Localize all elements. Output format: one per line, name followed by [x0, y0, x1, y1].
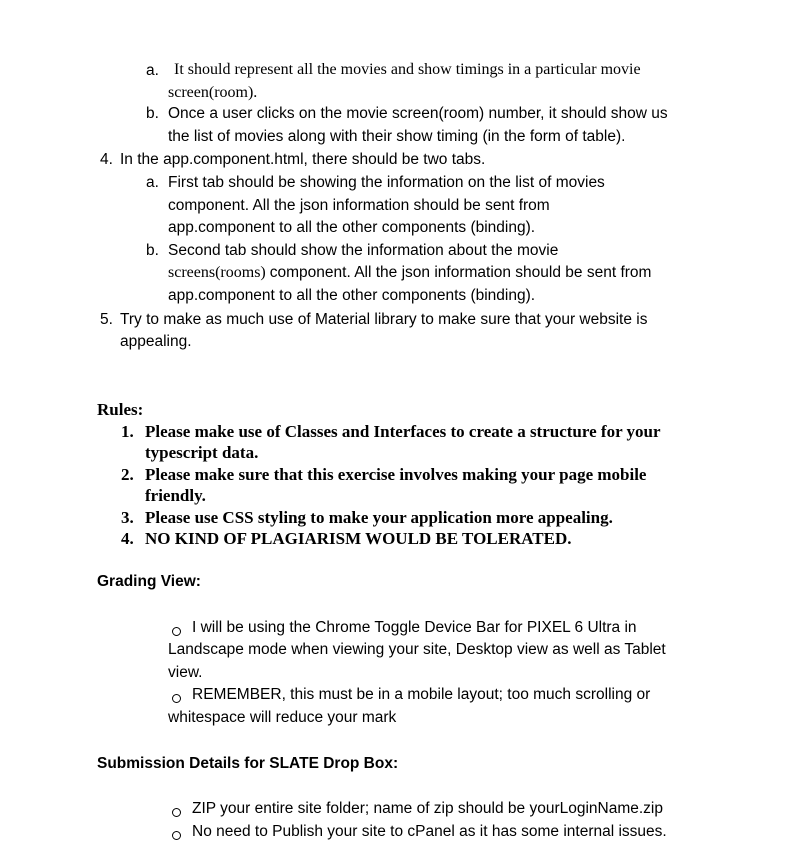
- submission-heading: Submission Details for SLATE Drop Box:: [97, 755, 399, 772]
- item4-b-line2: [168, 264, 651, 282]
- item4-b-line2-part1: screens(rooms): [168, 264, 266, 281]
- item4-a-line2: component. All the json information should be sent from: [168, 197, 550, 214]
- item4-b-line3: app.component to all the other components (binding).: [168, 287, 536, 304]
- item3-a-line1: It should represent all the movies and show timings in a particular movie: [174, 61, 641, 78]
- bullet-icon: [172, 627, 181, 636]
- item4-b-label: b.: [146, 242, 159, 259]
- item4-label: 4.: [100, 151, 113, 168]
- rules-heading: Rules:: [97, 400, 144, 419]
- rule4-label: 4.: [121, 529, 134, 548]
- bullet-icon: [172, 694, 181, 703]
- submission-item-2: No need to Publish your site to cPanel as it has some internal issues.: [192, 823, 667, 840]
- item4-b-line1: Second tab should show the information about the movie: [168, 242, 559, 259]
- item3-a-line2: screen(room).: [168, 84, 258, 101]
- rule3-line1: Please use CSS styling to make your application more appealing.: [145, 508, 613, 527]
- grading1-line3: view.: [168, 664, 203, 681]
- rule1-label: 1.: [121, 422, 134, 441]
- item5-line1: Try to make as much use of Material library to make sure that your website is: [120, 311, 648, 328]
- item4-a-label: a.: [146, 174, 159, 191]
- rule2-label: 2.: [121, 465, 134, 484]
- bullet-icon: [172, 808, 181, 817]
- grading-heading: Grading View:: [97, 573, 201, 590]
- submission-item-1: ZIP your entire site folder; name of zip should be yourLoginName.zip: [192, 800, 663, 817]
- item5-label: 5.: [100, 311, 113, 328]
- rule1-line2: typescript data.: [145, 443, 259, 462]
- rule3-label: 3.: [121, 508, 134, 527]
- rule2-line2: friendly.: [145, 486, 206, 505]
- item3-b-line2: the list of movies along with their show timing (in the form of table).: [168, 128, 626, 145]
- grading1-line1: I will be using the Chrome Toggle Device Bar for PIXEL 6 Ultra in: [192, 619, 637, 636]
- item3-b-label: b.: [146, 105, 159, 122]
- item3-b-line1: Once a user clicks on the movie screen(room) number, it should show us: [168, 105, 668, 122]
- item4-a-line1: First tab should be showing the information on the list of movies: [168, 174, 605, 191]
- item4-b-line2-part2: component. All the json information should be sent from: [269, 264, 652, 281]
- item4-a-line3: app.component to all the other components (binding).: [168, 219, 536, 236]
- item5-line2: appealing.: [120, 333, 192, 350]
- grading2-line1: REMEMBER, this must be in a mobile layout; too much scrolling or: [192, 686, 651, 703]
- rule2-line1: Please make sure that this exercise involves making your page mobile: [145, 465, 647, 484]
- item3-a-label: a.: [146, 62, 159, 79]
- item4-text: In the app.component.html, there should be two tabs.: [120, 151, 486, 168]
- grading2-line2: whitespace will reduce your mark: [168, 709, 397, 726]
- grading1-line2: Landscape mode when viewing your site, Desktop view as well as Tablet: [168, 641, 666, 658]
- rule4-line1: NO KIND OF PLAGIARISM WOULD BE TOLERATED.: [145, 529, 572, 548]
- rule1-line1: Please make use of Classes and Interfaces to create a structure for your: [145, 422, 661, 441]
- bullet-icon: [172, 831, 181, 840]
